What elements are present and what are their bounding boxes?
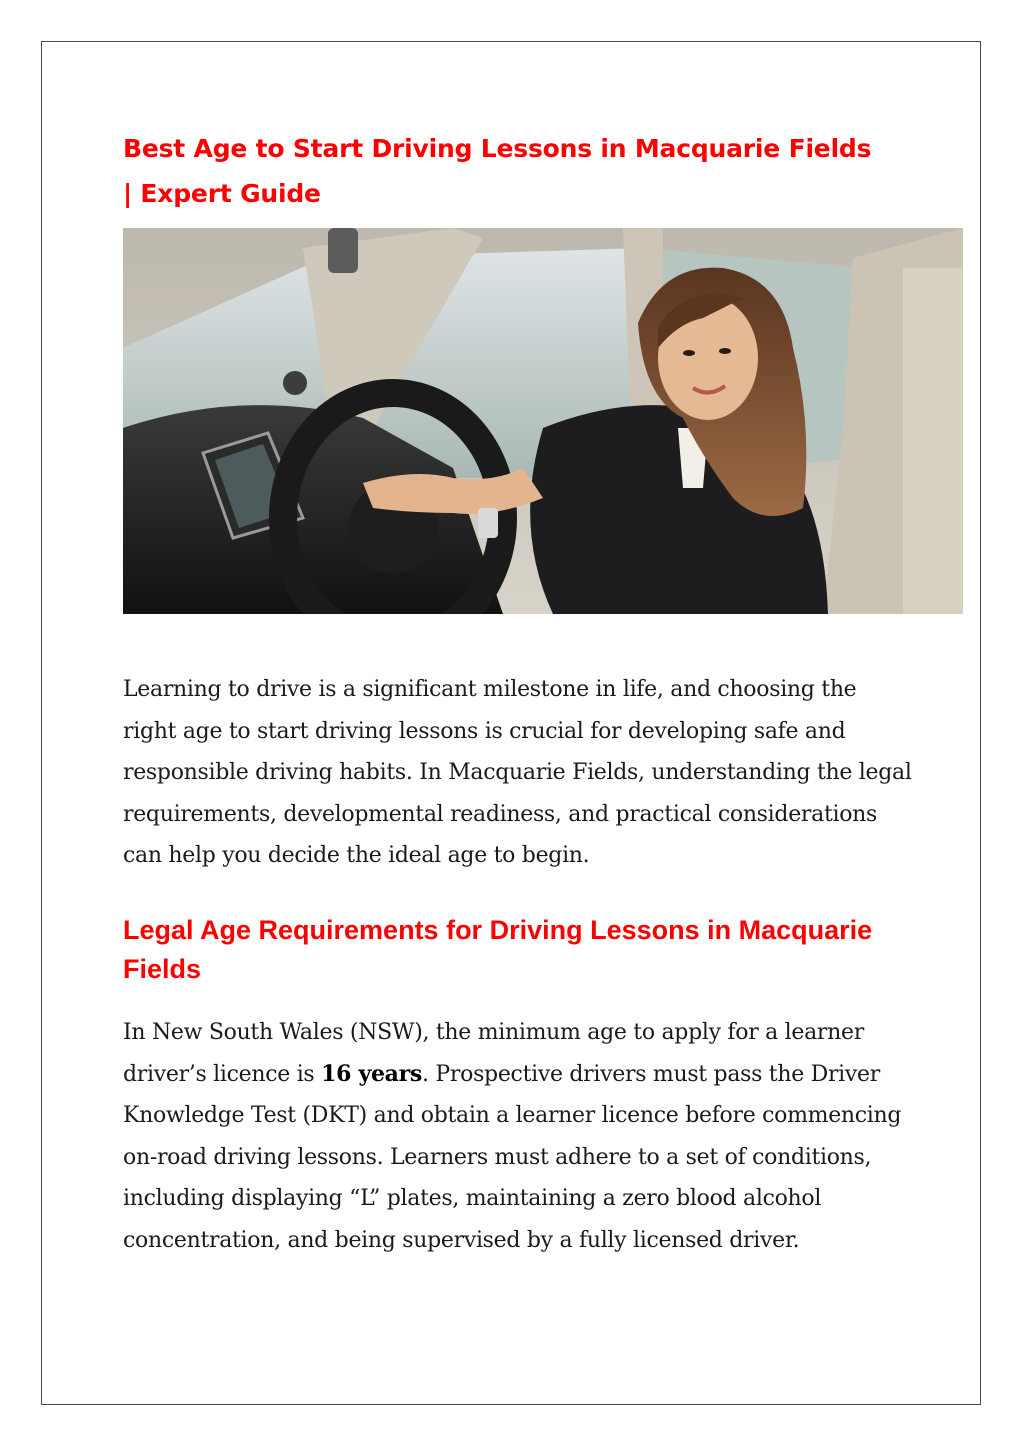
woman-driving-car-photo — [123, 228, 963, 614]
section-heading-legal-age: Legal Age Requirements for Driving Lessons in Macquarie Fields — [123, 915, 873, 984]
page-title-line-2: | Expert Guide — [123, 179, 321, 208]
page-title — [123, 126, 923, 216]
legal-paragraph-part-1: In New South Wales (NSW), the minimum age to apply for a learner driver’s licence is — [123, 1020, 864, 1087]
intro-paragraph: Learning to drive is a significant milestone in life, and choosing the right age to start driving lessons is crucial for developing safe and responsible driving habits. In Macquarie Fields, understanding the legal requirements, developmental readiness, and practical considerations can help you decide the ideal age to begin. — [123, 677, 912, 868]
minimum-age-value: 16 years — [321, 1060, 423, 1087]
page-title-line-1: Best Age to Start Driving Lessons in Macquarie Fields — [123, 134, 872, 163]
legal-paragraph-part-2: . Prospective drivers must pass the Driver Knowledge Test (DKT) and obtain a learner licence before commencing on-road driving lessons. Learners must adhere to a set of conditions, including displaying “L” plates, maintaining a zero blood alcohol concentration, and being supervised by a fully licensed driver. — [123, 1061, 902, 1253]
legal-requirements-paragraph — [123, 1012, 913, 1261]
